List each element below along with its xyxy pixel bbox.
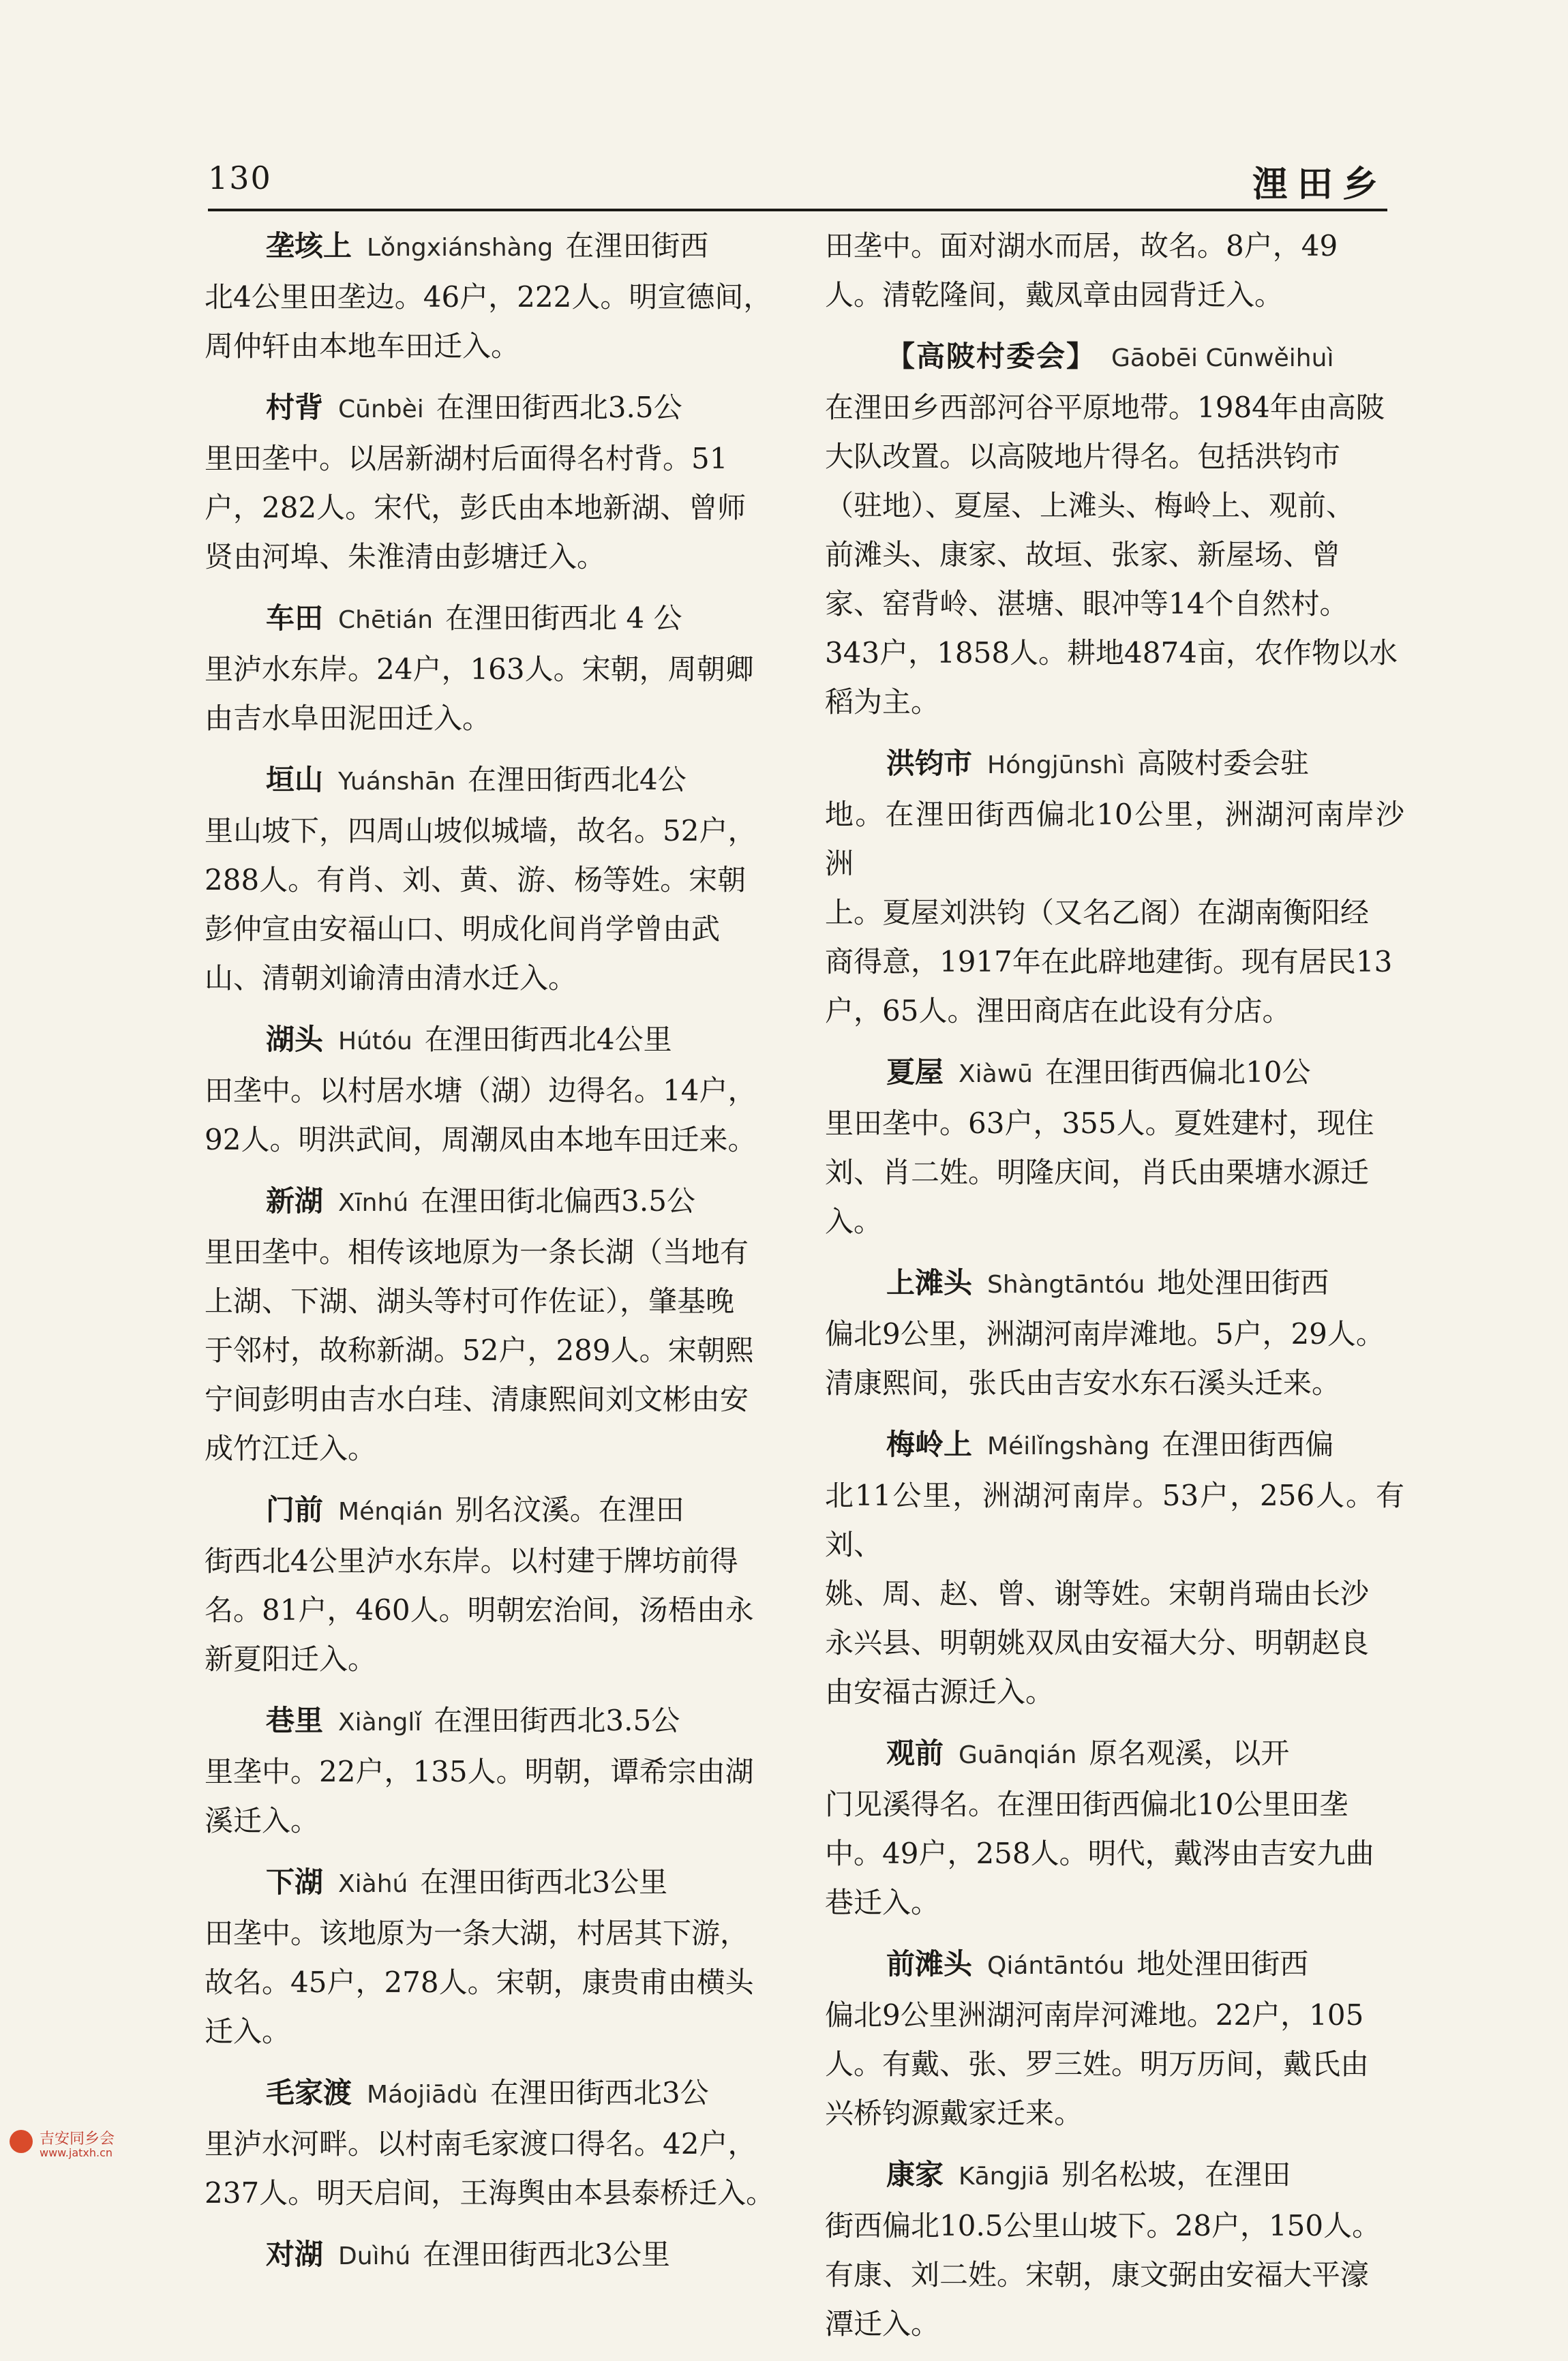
text-line [205,2069,784,2120]
place-entry [205,594,784,743]
entry-text: 别名松坡，在浬田 [1061,2158,1291,2191]
place-name: 毛家渡 [266,2076,352,2109]
place-pinyin: Cūnbèi [338,395,424,423]
place-name: 洪钧市 [886,747,973,780]
place-name: 新湖 [266,1184,324,1218]
place-name: 车田 [266,601,324,635]
place-name: 夏屋 [886,1055,944,1089]
place-name: 前滩头 [886,1947,973,1981]
text-line: 贤由河埠、朱淮清由彭塘迁入。 [205,540,606,573]
entry-text: 地处浬田街西 [1136,1947,1309,1981]
text-line: 上湖、下湖、湖头等村可作佐证），肇基晚 [205,1284,735,1318]
place-pinyin: Lǒngxiánshàng [367,234,554,262]
text-line [825,739,1404,790]
entry-text: 在浬田街西北 4 公 [445,601,682,635]
text-line [205,222,784,273]
text-line [205,1696,784,1747]
entry-text: 在浬田街西偏 [1162,1428,1334,1461]
text-line: 343户，1858人。耕地4874亩，农作物以水 [825,636,1398,670]
place-entry [205,383,784,582]
text-line: 街西偏北10.5公里山坡下。28户，150人。 [825,2209,1381,2242]
text-line [825,1420,1404,1471]
page-number: 130 [208,160,272,196]
page-header [208,160,1387,207]
place-name: 下湖 [266,1865,324,1899]
place-pinyin: Hútóu [338,1027,412,1055]
text-line: 山、清朝刘谕清由清水迁入。 [205,961,577,995]
text-line [205,755,784,807]
entry-text: 在浬田街西北3公 [489,2076,709,2109]
text-line: 街西北4公里泸水东岸。以村建于牌坊前得 [205,1544,738,1578]
left-column [205,222,784,2294]
place-entry [205,1015,784,1164]
text-line: 由吉水阜田泥田迁入。 [205,702,492,735]
text-line: 家、窑背岭、湛塘、眼冲等14个自然村。 [825,587,1348,620]
text-line: 稻为主。 [825,685,940,719]
place-entry [825,1048,1404,1246]
text-line: 里垄中。22户，135人。明朝，谭希宗由湖 [205,1755,754,1788]
text-line: 永兴县、明朝姚双凤由安福大分、明朝赵良 [825,1626,1370,1659]
place-entry [205,1858,784,2056]
place-pinyin: Hóngjūnshì [987,751,1125,779]
text-line: 门见溪得名。在浬田街西偏北10公里田垄 [825,1788,1348,1821]
text-line: 上。夏屋刘洪钧（又名乙阁）在湖南衡阳经 [825,896,1370,929]
entry-text: 高陂村委会驻 [1137,747,1310,780]
text-line: 偏北9公里，洲湖河南岸滩地。5户，29人。 [825,1317,1385,1351]
text-line: 92人。明洪武间，周潮凤由本地车田迁来。 [205,1123,757,1156]
site-watermark [10,2127,160,2161]
place-entry [205,1696,784,1846]
place-pinyin: Xiàhú [338,1870,408,1898]
text-line: 姚、周、赵、曾、谢等姓。宋朝肖瑞由长沙 [825,1577,1370,1610]
logo-icon [10,2130,33,2153]
text-line: 户，65人。浬田商店在此设有分店。 [825,994,1291,1027]
text-line: 里田垄中。63户，355人。夏姓建村，现住 [825,1107,1374,1140]
text-line: 北4公里田垄边。46户，222人。明宣德间， [205,280,772,314]
text-line: 于邻村，故称新湖。52户，289人。宋朝熙 [205,1334,754,1367]
entry-text: 在浬田街西北4公 [468,763,687,796]
watermark-url: www.jatxh.cn [40,2146,113,2159]
place-name: 湖头 [266,1023,324,1056]
place-name: 对湖 [266,2238,324,2271]
header-rule [208,209,1387,211]
place-pinyin: Xiànglǐ [338,1709,422,1736]
text-line [205,1858,784,1909]
text-line: 北11公里，洲湖河南岸。53户，256人。有刘、 [825,1479,1404,1561]
place-name: 门前 [266,1493,324,1527]
entry-text: 在浬田街西北4公里 [424,1023,672,1056]
right-column [825,222,1404,2361]
text-line: 溪迁入。 [205,1804,320,1837]
place-name: 上滩头 [886,1266,973,1299]
text-line: 偏北9公里洲湖河南岸河滩地。22户，105 [825,1998,1364,2032]
text-line [205,594,784,645]
text-line: 名。81户，460人。明朝宏治间，汤梧由永 [205,1593,754,1627]
text-line: 237人。明天启间，王海舆由本县泰桥迁入。 [205,2176,775,2210]
text-line: 前滩头、康家、故垣、张家、新屋场、曾 [825,538,1341,571]
text-line: 清康熙间，张氏由吉安水东石溪头迁来。 [825,1366,1341,1400]
place-entry [205,1486,784,1684]
place-entry [825,2150,1404,2349]
running-head: 浬田乡 [1252,164,1387,205]
text-line: 宁间彭明由吉水白珪、清康熙间刘文彬由安 [205,1383,749,1416]
text-line: 成竹江迁入。 [205,1432,377,1465]
place-entry [205,755,784,1003]
entry-text: 原名观溪，以开 [1089,1736,1290,1770]
entry-text: 别名汶溪。在浬田 [455,1493,684,1527]
text-line [825,2150,1404,2201]
entry-text: 在浬田街西偏北10公 [1045,1055,1311,1089]
place-name: 村背 [266,391,324,424]
place-name: 【高陂村委会】 [886,340,1097,373]
text-line: 新夏阳迁入。 [205,1642,377,1676]
text-line: 周仲轩由本地车田迁入。 [205,329,520,363]
text-line: 人。有戴、张、罗三姓。明万历间，戴氏由 [825,2047,1370,2081]
text-line [825,1048,1404,1099]
text-line: 里山坡下，四周山坡似城墙，故名。52户， [205,814,757,847]
entry-text: 在浬田街西北3.5公 [434,1704,680,1737]
watermark-text: 吉安同乡会 [40,2131,115,2148]
text-line: 中。49户，258人。明代，戴涔由吉安九曲 [825,1837,1374,1870]
place-pinyin: Méilǐngshàng [987,1432,1150,1460]
text-line: 里田垄中。以居新湖村后面得名村背。51 [205,442,728,475]
entry-text: 在浬田街北偏西3.5公 [421,1184,695,1218]
place-name: 垄垓上 [266,229,352,262]
text-line: 里田垄中。相传该地原为一条长湖（当地有 [205,1235,749,1269]
text-line: 巷迁入。 [825,1886,940,1919]
text-line: 户，282人。宋代，彭氏由本地新湖、曾师 [205,491,747,524]
committee-entry [825,332,1404,727]
place-name: 垣山 [266,763,324,796]
text-line: 故名。45户，278人。宋朝，康贵甫由横头 [205,1966,754,1999]
place-pinyin: Yuánshān [338,768,456,796]
place-pinyin: Máojiādù [367,2081,478,2109]
place-pinyin: Guānqián [959,1741,1077,1769]
place-name: 康家 [886,2158,944,2191]
text-line: 田垄中。面对湖水而居，故名。8户，49 [825,229,1338,262]
place-entry [205,2069,784,2218]
place-pinyin: Qiántāntóu [987,1952,1125,1980]
place-pinyin: Duìhú [338,2242,411,2270]
text-line [825,332,1404,383]
text-line [205,1486,784,1537]
text-line: 地。在浬田街西偏北10公里，洲湖河南岸沙洲 [825,798,1404,880]
text-line [825,1940,1404,1991]
place-pinyin: Xiàwū [959,1060,1033,1088]
text-line: 有康、刘二姓。宋朝，康文弼由安福大平濠 [825,2258,1370,2291]
place-entry [205,222,784,371]
text-line: 在浬田乡西部河谷平原地带。1984年由高陂 [825,391,1385,424]
text-line [825,1259,1404,1310]
entry-text: 在浬田街西北3.5公 [436,391,682,424]
text-line: 入。 [825,1205,883,1238]
text-line: 潭迁入。 [825,2307,940,2341]
text-line: 兴桥钧源戴家迁来。 [825,2096,1083,2130]
continuation-text [825,222,1404,320]
text-line: 田垄中。以村居水塘（湖）边得名。14户， [205,1074,757,1107]
place-entry [205,2230,784,2281]
text-line: 288人。有肖、刘、黄、游、杨等姓。宋朝 [205,863,747,897]
place-pinyin: Chētián [338,606,434,634]
entry-text: 在浬田街西 [565,229,709,262]
text-line [205,1015,784,1066]
entry-text: 在浬田街西北3公里 [423,2238,670,2271]
text-line: 迁入。 [205,2015,291,2048]
place-pinyin: Ménqián [338,1498,443,1526]
place-entry [825,739,1404,1036]
text-line [205,2230,784,2281]
text-line: 商得意，1917年在此辟地建街。现有居民13 [825,945,1393,978]
text-line: 里泸水东岸。24户，163人。宋朝，周朝卿 [205,652,754,686]
place-entry [825,1259,1404,1408]
text-line: 彭仲宣由安福山口、明成化间肖学曾由武 [205,912,721,946]
place-name: 梅岭上 [886,1428,973,1461]
entry-text: 在浬田街西北3公里 [420,1865,668,1899]
text-line: 大队改置。以高陂地片得名。包括洪钧市 [825,440,1341,473]
place-entry [825,1729,1404,1927]
place-entry [825,1420,1404,1717]
text-line [205,1177,784,1228]
place-entry [205,1177,784,1473]
text-line: 由安福古源迁入。 [825,1675,1055,1709]
place-pinyin: Shàngtāntóu [987,1271,1145,1299]
text-line [205,383,784,434]
text-line: 刘、肖二姓。明隆庆间，肖氏由栗塘水源迁 [825,1156,1370,1189]
place-entry [825,1940,1404,2138]
place-pinyin: Kāngjiā [959,2163,1050,2191]
text-line [825,1729,1404,1780]
place-pinyin: Xīnhú [338,1189,409,1217]
text-line: 人。清乾隆间，戴凤章由园背迁入。 [825,278,1284,312]
text-line: 里泸水河畔。以村南毛家渡口得名。42户， [205,2127,757,2161]
place-name: 巷里 [266,1704,324,1737]
place-name: 观前 [886,1736,944,1770]
text-line: 田垄中。该地原为一条大湖，村居其下游， [205,1916,749,1950]
place-pinyin: Gāobēi Cūnwěihuì [1111,344,1334,372]
entry-text: 地处浬田街西 [1157,1266,1329,1299]
text-line: （驻地）、夏屋、上滩头、梅岭上、观前、 [825,489,1355,522]
